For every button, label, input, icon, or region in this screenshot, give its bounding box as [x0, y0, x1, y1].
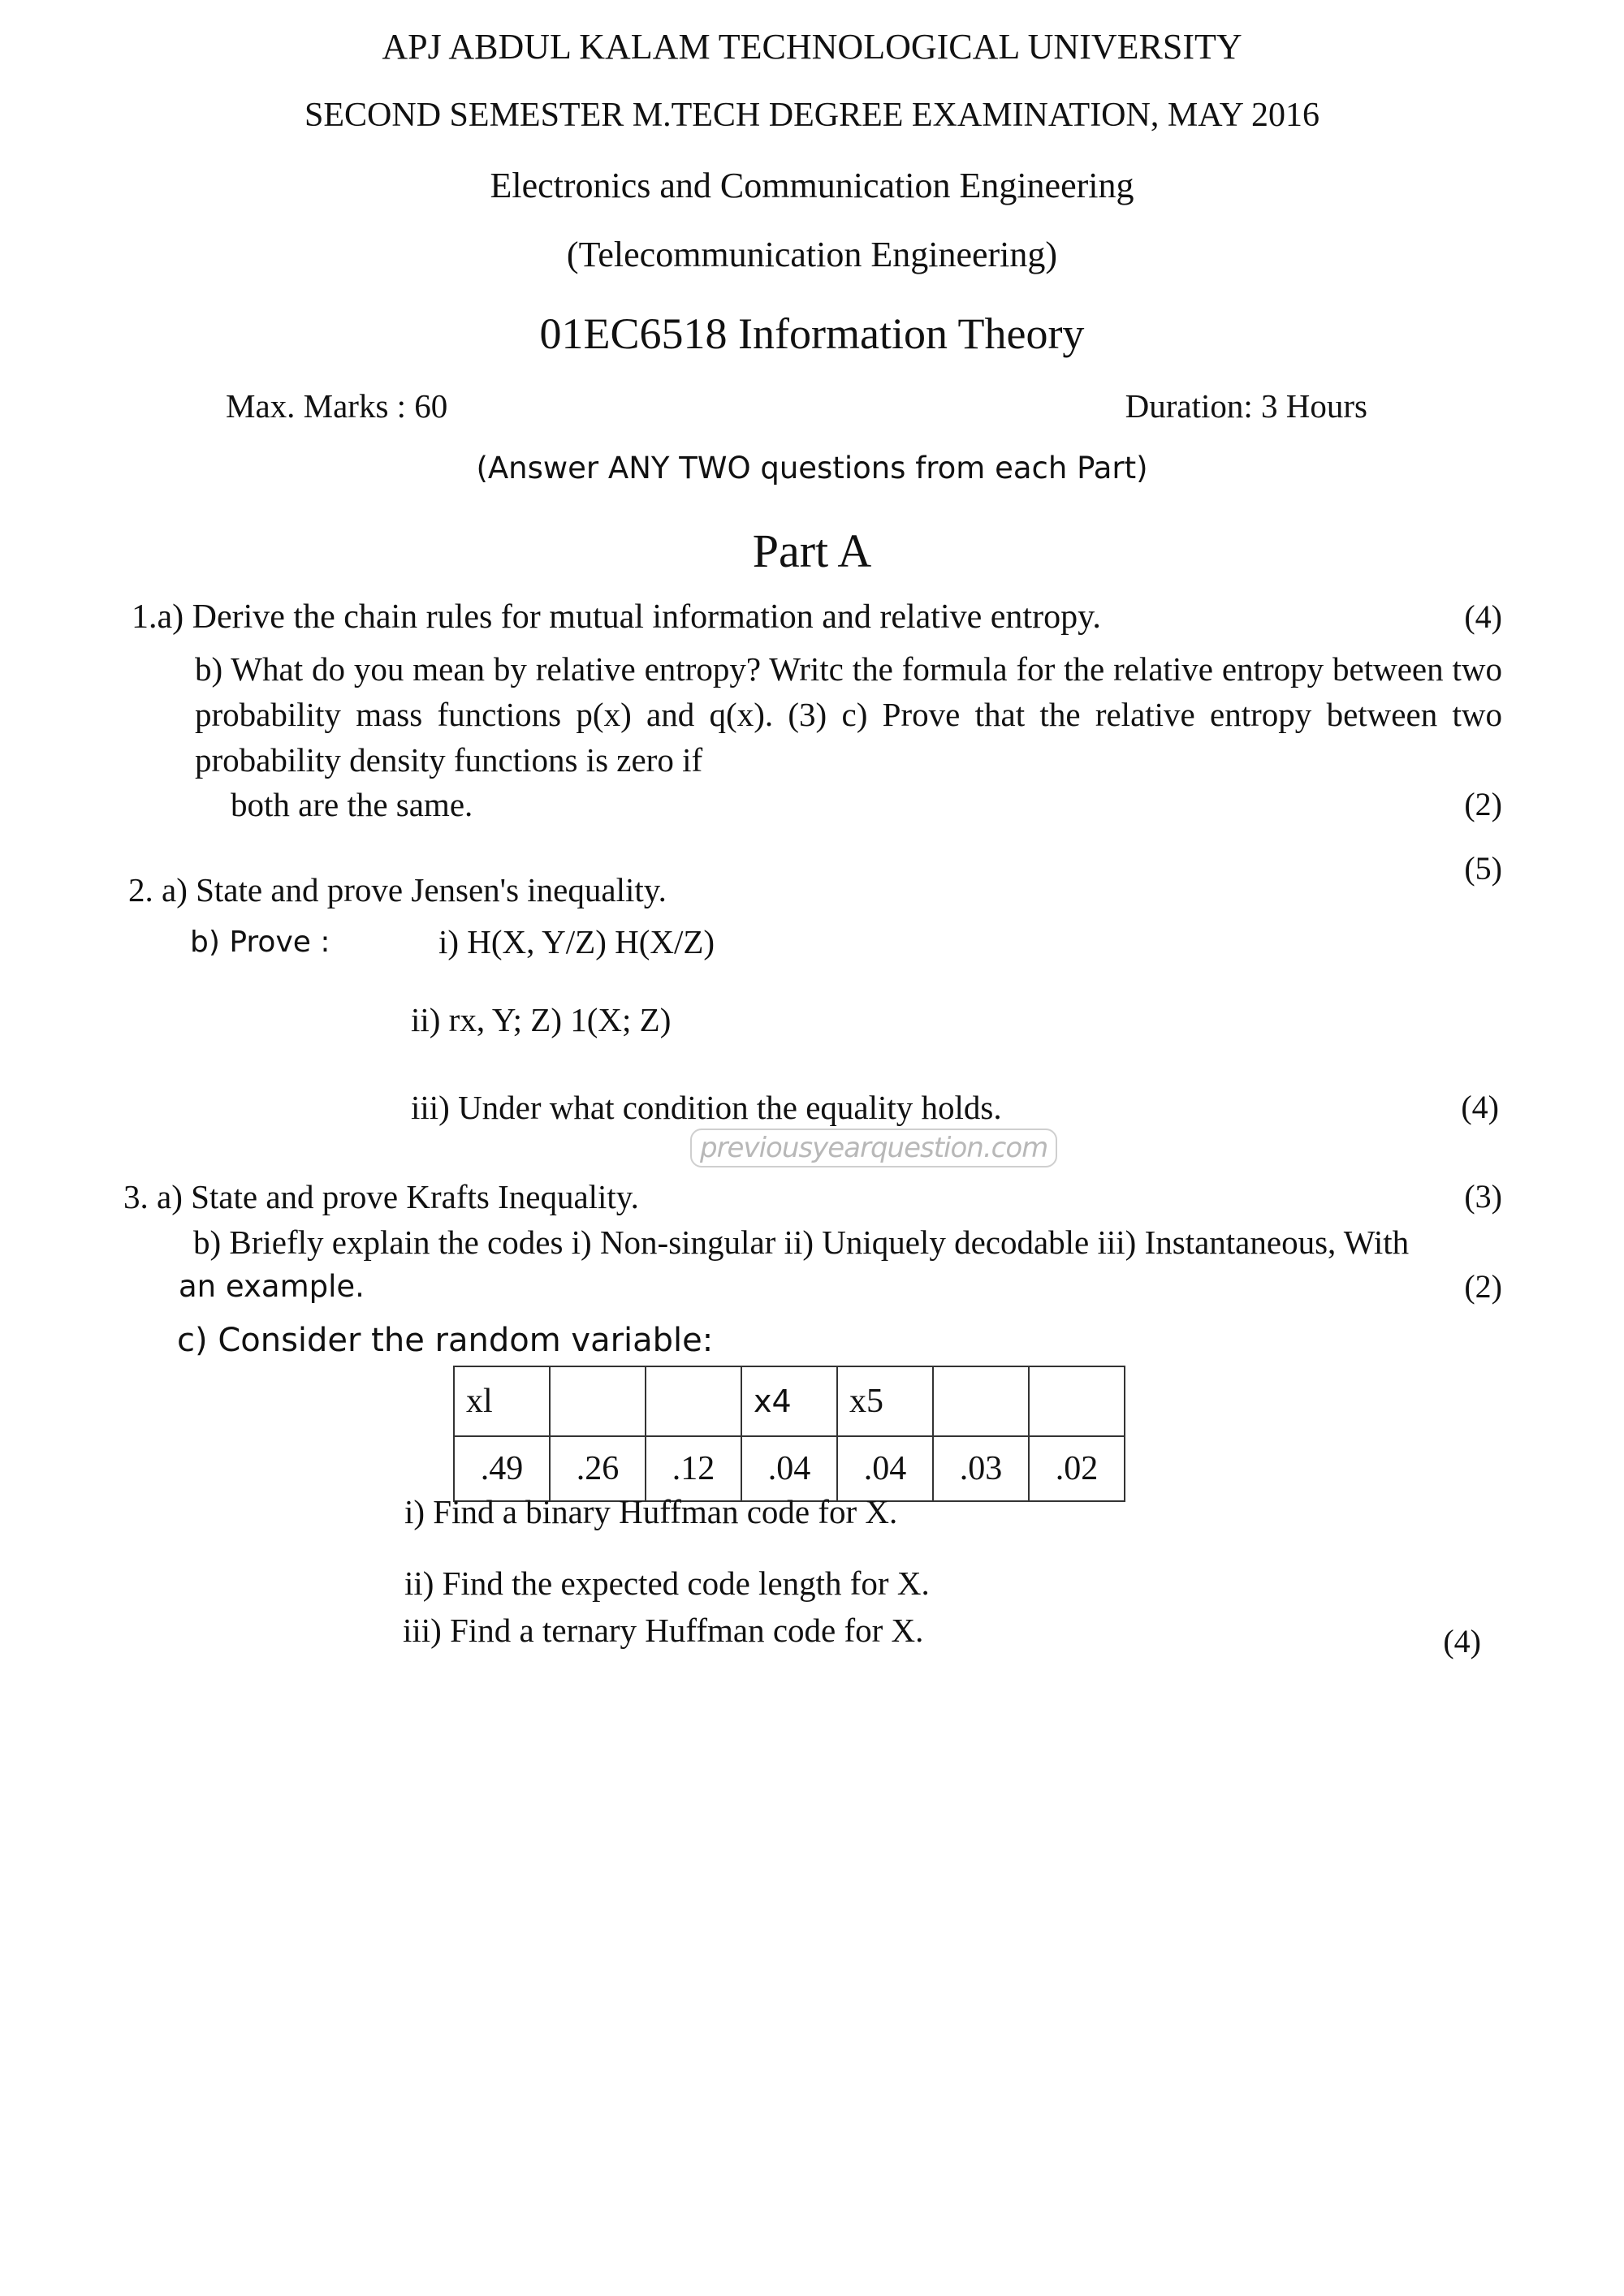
part-title: Part A — [752, 524, 872, 577]
table-cell: .49 — [454, 1436, 550, 1501]
university-name: APJ ABDUL KALAM TECHNOLOGICAL UNIVERSITY — [382, 27, 1242, 67]
table-cell: xl — [454, 1366, 550, 1436]
q3-c-marks: (4) — [1443, 1623, 1481, 1659]
table-cell — [1029, 1366, 1125, 1436]
q3-b-marks: (2) — [1464, 1268, 1502, 1305]
q3-a-marks: (3) — [1464, 1178, 1502, 1215]
table-cell: .02 — [1029, 1436, 1125, 1501]
q1-b-c: b) What do you mean by relative entropy? Writc the formula for the relative entropy between two probability mass functions p(x) and q(x). (3) c) Prove that the relative entropy between two probability density functions is zero if — [195, 650, 1502, 779]
q1-c-marks: (2) — [1464, 786, 1502, 822]
q3-c-ii: ii) Find the expected code length for X. — [404, 1564, 930, 1602]
q2-b-marks: (4) — [1461, 1089, 1499, 1125]
course-title: 01EC6518 Information Theory — [539, 309, 1085, 358]
q2-b-iii: iii) Under what condition the equality holds. — [411, 1089, 1002, 1126]
instruction: (Answer ANY TWO questions from each Part) — [476, 451, 1148, 486]
q3-c-iii: iii) Find a ternary Huffman code for X. — [403, 1612, 924, 1649]
duration: Duration: 3 Hours — [1125, 387, 1367, 425]
table-cell — [646, 1366, 741, 1436]
q3-c-i: i) Find a binary Huffman code for X. — [404, 1493, 898, 1530]
q2-a: 2. a) State and prove Jensen's inequality. — [128, 871, 667, 908]
q2-a-marks: (5) — [1464, 850, 1502, 887]
table-cell: .04 — [837, 1436, 933, 1501]
table-cell — [933, 1366, 1029, 1436]
q2-b-i: i) H(X, Y/Z) H(X/Z) — [438, 923, 715, 960]
table-cell: x5 — [837, 1366, 933, 1436]
table-cell — [550, 1366, 646, 1436]
q3-b-line1: b) Briefly explain the codes i) Non-singular ii) Uniquely decodable iii) Instantaneous, With — [193, 1224, 1410, 1261]
branch-name: Electronics and Communication Engineering — [490, 166, 1134, 205]
table-cell: .26 — [550, 1436, 646, 1501]
stream-name: (Telecommunication Engineering) — [566, 235, 1058, 274]
table-cell: x4 — [741, 1366, 837, 1436]
table-cell: .04 — [741, 1436, 837, 1501]
q3-b-line2: an example. — [179, 1269, 365, 1304]
table-cell: .03 — [933, 1436, 1029, 1501]
q1-c-tail: both are the same. — [231, 786, 473, 823]
table-row — [454, 1366, 1125, 1436]
q1-a: 1.a) Derive the chain rules for mutual information and relative entropy. — [132, 598, 1101, 636]
random-variable-table — [453, 1366, 1125, 1502]
q2-b-ii: ii) rx, Y; Z) 1(X; Z) — [411, 1001, 672, 1038]
q1-a-marks: (4) — [1464, 598, 1502, 635]
q3-c: c) Consider the random variable: — [177, 1322, 714, 1359]
table-cell: .12 — [646, 1436, 741, 1501]
q3-a: 3. a) State and prove Krafts Inequality. — [123, 1178, 639, 1215]
exam-title: SECOND SEMESTER M.TECH DEGREE EXAMINATION, MAY 2016 — [304, 97, 1320, 134]
max-marks: Max. Marks : 60 — [226, 387, 448, 425]
q2-b-label: b) Prove : — [190, 926, 330, 959]
table-row — [454, 1436, 1125, 1501]
watermark-logo: previousyearquestion.com — [690, 1129, 1057, 1167]
